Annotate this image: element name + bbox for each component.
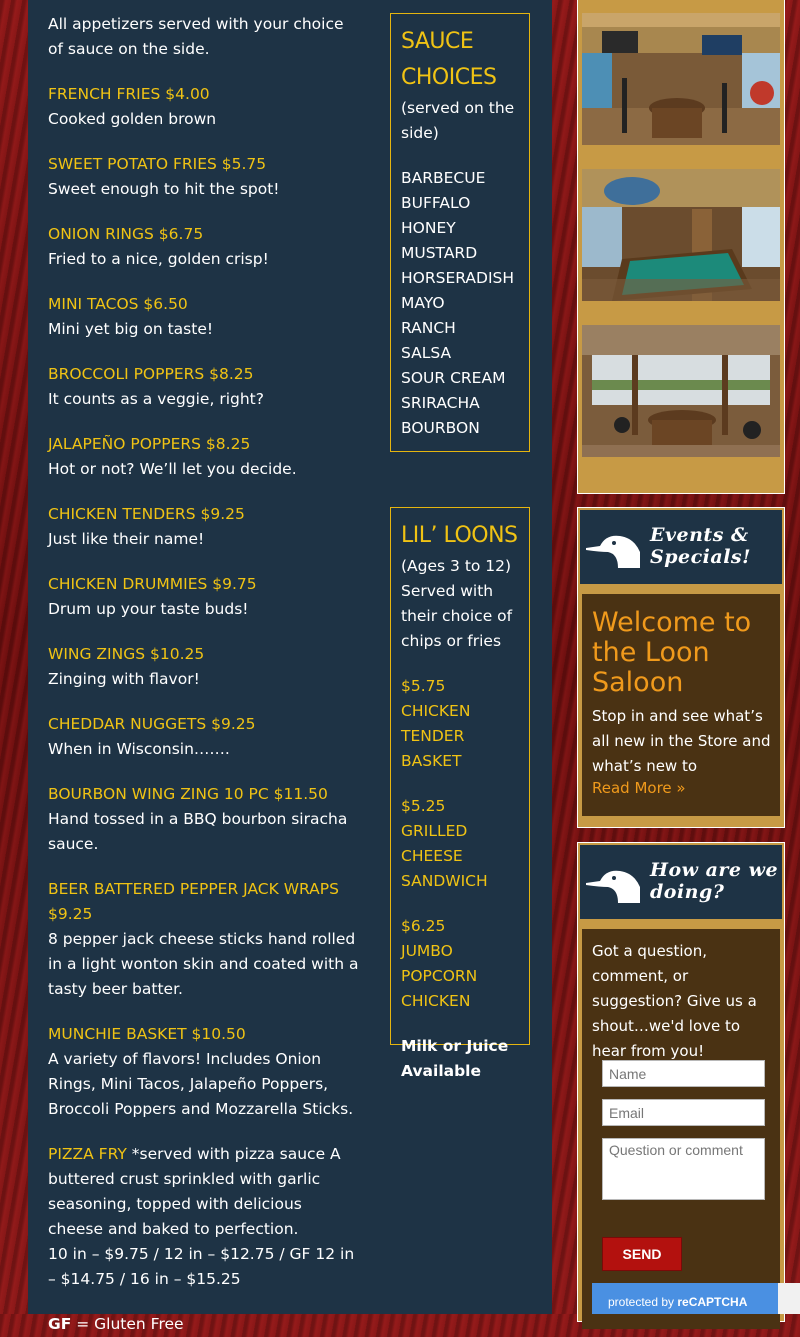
kids-item-name: GRILLED CHEESE SANDWICH bbox=[401, 822, 488, 890]
feedback-widget bbox=[577, 842, 785, 1322]
menu-item-title: CHICKEN TENDERS $9.25 bbox=[48, 505, 245, 523]
gluten-free-note bbox=[48, 1312, 360, 1337]
sauce-option: BARBECUE bbox=[401, 169, 486, 187]
menu-item-desc: 8 pepper jack cheese sticks hand rolled in a light wonton skin and coated with a tasty beer batter. bbox=[48, 930, 359, 998]
sauce-option: HORSERADISH MAYO bbox=[401, 269, 515, 312]
gf-label: GF bbox=[48, 1315, 72, 1333]
recaptcha-text: protected by reCAPTCHA bbox=[608, 1295, 748, 1309]
kids-menu-item bbox=[401, 914, 519, 1014]
send-button[interactable]: SEND bbox=[602, 1237, 682, 1271]
menu-item bbox=[48, 1022, 360, 1122]
menu-item-title: MUNCHIE BASKET $10.50 bbox=[48, 1025, 246, 1043]
sauce-option: HONEY MUSTARD bbox=[401, 219, 478, 262]
menu-item bbox=[48, 712, 360, 762]
feedback-form bbox=[582, 929, 780, 1329]
menu-item-title: BROCCOLI POPPERS $8.25 bbox=[48, 365, 254, 383]
menu-item bbox=[48, 642, 360, 692]
menu-item-title: BEER BATTERED PEPPER JACK WRAPS $9.25 bbox=[48, 880, 339, 923]
sauce-option: RANCH bbox=[401, 319, 456, 337]
kids-item-name: JUMBO POPCORN CHICKEN bbox=[401, 942, 478, 1010]
appetizer-intro: All appetizers served with your choice of sauce on the side. bbox=[48, 15, 344, 58]
events-widget-title: Events & Specials! bbox=[650, 524, 751, 568]
pizza-fry-item bbox=[48, 1142, 360, 1292]
menu-item-title: WING ZINGS $10.25 bbox=[48, 645, 205, 663]
menu-item-title: CHEDDAR NUGGETS $9.25 bbox=[48, 715, 256, 733]
welcome-post bbox=[582, 594, 780, 816]
sauce-option: SALSA bbox=[401, 344, 452, 362]
menu-item-desc: Fried to a nice, golden crisp! bbox=[48, 250, 269, 268]
lil-loons-drinks: Milk or Juice Available bbox=[401, 1037, 509, 1080]
menu-item bbox=[48, 432, 360, 482]
menu-item bbox=[48, 362, 360, 412]
events-widget-header bbox=[580, 510, 782, 584]
kids-item-name: CHICKEN TENDER BASKET bbox=[401, 702, 471, 770]
menu-item-title: SWEET POTATO FRIES $5.75 bbox=[48, 155, 267, 173]
read-more-link[interactable]: Read More » bbox=[592, 779, 686, 797]
kids-item-price: $6.25 bbox=[401, 917, 446, 935]
menu-item-desc: Sweet enough to hit the spot! bbox=[48, 180, 280, 198]
kids-menu-item bbox=[401, 674, 519, 774]
sauce-option: BOURBON bbox=[401, 419, 480, 437]
sauce-option: SRIRACHA bbox=[401, 394, 480, 412]
pool-table-photo[interactable] bbox=[582, 169, 780, 301]
menu-item-desc: When in Wisconsin……. bbox=[48, 740, 230, 758]
menu-item-title: BOURBON WING ZING 10 PC $11.50 bbox=[48, 785, 328, 803]
menu-item-desc: Cooked golden brown bbox=[48, 110, 217, 128]
menu-item-desc: Hand tossed in a BBQ bourbon siracha sauce. bbox=[48, 810, 348, 853]
menu-item bbox=[48, 572, 360, 622]
photo-gallery bbox=[577, 0, 785, 494]
loon-icon bbox=[584, 528, 644, 572]
kids-item-price: $5.75 bbox=[401, 677, 446, 695]
gf-text: = Gluten Free bbox=[71, 1315, 184, 1333]
kids-item-price: $5.25 bbox=[401, 797, 446, 815]
menu-item-desc: Zinging with flavor! bbox=[48, 670, 200, 688]
menu-item bbox=[48, 292, 360, 342]
comment-textarea[interactable] bbox=[602, 1138, 765, 1200]
menu-item-desc: Hot or not? We’ll let you decide. bbox=[48, 460, 297, 478]
menu-item bbox=[48, 222, 360, 272]
sauce-choices-subtitle: (served on the side) bbox=[401, 99, 515, 142]
saloon-bar-photo[interactable] bbox=[582, 13, 780, 145]
feedback-text: Got a question, comment, or suggestion? Give us a shout…we'd love to hear from you! bbox=[592, 942, 757, 1060]
menu-item bbox=[48, 152, 360, 202]
menu-item-desc: It counts as a veggie, right? bbox=[48, 390, 264, 408]
email-input[interactable] bbox=[602, 1099, 765, 1126]
menu-item-desc: Mini yet big on taste! bbox=[48, 320, 214, 338]
menu-item-desc: Drum up your taste buds! bbox=[48, 600, 249, 618]
lil-loons-ages: (Ages 3 to 12) bbox=[401, 557, 512, 575]
menu-item bbox=[48, 82, 360, 132]
welcome-post-excerpt: Stop in and see what’s all new in the Store and what’s new to bbox=[592, 707, 771, 775]
pizza-fry-title: PIZZA FRY bbox=[48, 1145, 127, 1163]
menu-item-title: MINI TACOS $6.50 bbox=[48, 295, 188, 313]
sauce-option: BUFFALO bbox=[401, 194, 471, 212]
recaptcha-badge[interactable] bbox=[592, 1283, 800, 1314]
sauce-choices-box bbox=[390, 13, 530, 452]
feedback-widget-header bbox=[580, 845, 782, 919]
lil-loons-note: Served with their choice of chips or fries bbox=[401, 582, 513, 650]
lil-loons-box bbox=[390, 507, 530, 1080]
feedback-widget-title: How are we doing? bbox=[650, 859, 779, 903]
pizza-fry-sizes: 10 in – $9.75 / 12 in – $12.75 / GF 12 in – $14.75 / 16 in – $15.25 bbox=[48, 1245, 355, 1288]
menu-item-title: FRENCH FRIES $4.00 bbox=[48, 85, 210, 103]
welcome-post-title[interactable]: Welcome to the Loon Saloon bbox=[592, 607, 752, 698]
menu-item bbox=[48, 877, 360, 1002]
menu-item-title: ONION RINGS $6.75 bbox=[48, 225, 204, 243]
appetizer-list bbox=[48, 12, 360, 1337]
events-widget bbox=[577, 507, 785, 828]
menu-item-desc: Just like their name! bbox=[48, 530, 205, 548]
lil-loons-title: LIL’ LOONS bbox=[401, 523, 518, 548]
name-input[interactable] bbox=[602, 1060, 765, 1087]
menu-column bbox=[28, 0, 552, 1333]
menu-item bbox=[48, 782, 360, 857]
sauce-choices-title: SAUCE CHOICES bbox=[401, 29, 497, 90]
menu-item-title: CHICKEN DRUMMIES $9.75 bbox=[48, 575, 257, 593]
kids-menu-item bbox=[401, 794, 519, 894]
menu-item bbox=[48, 502, 360, 552]
menu-item-desc: A variety of flavors! Includes Onion Rings, Mini Tacos, Jalapeño Poppers, Broccoli Poppers and Mozzarella Sticks. bbox=[48, 1050, 354, 1118]
lake-view-photo[interactable] bbox=[582, 325, 780, 457]
sauce-option: SOUR CREAM bbox=[401, 369, 506, 387]
menu-item-title: JALAPEÑO POPPERS $8.25 bbox=[48, 435, 251, 453]
recaptcha-logo-icon bbox=[778, 1283, 800, 1314]
loon-icon bbox=[584, 863, 644, 907]
pizza-fry-desc: *served with pizza sauce A buttered crust sprinkled with garlic seasoning, topped with delicious cheese and baked to perfection. bbox=[48, 1145, 341, 1238]
